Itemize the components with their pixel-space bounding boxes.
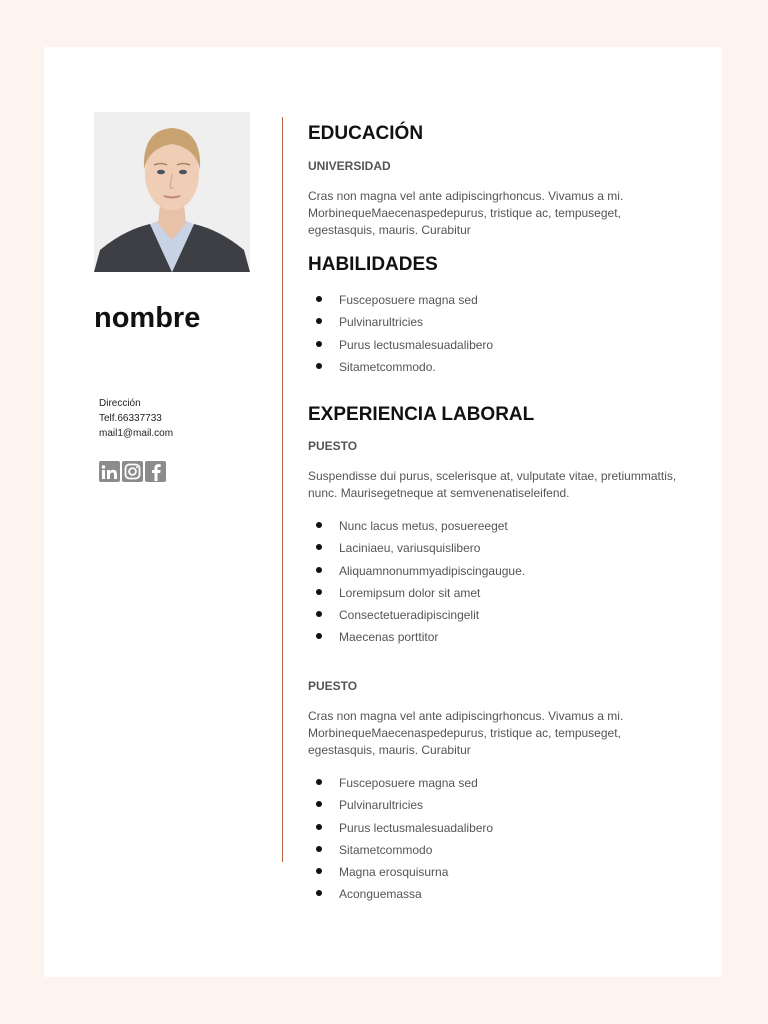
list-item: Fusceposuere magna sed <box>308 775 493 797</box>
list-item: Sitametcommodo. <box>308 359 493 381</box>
resume-page <box>44 47 722 977</box>
experience-heading: EXPERIENCIA LABORAL <box>308 404 535 425</box>
contact-info <box>99 396 173 441</box>
list-item: Laciniaeu, variusquislibero <box>308 540 525 562</box>
job-title: PUESTO <box>308 439 358 453</box>
list-item: Aconguemassa <box>308 886 493 908</box>
instagram-icon[interactable] <box>122 461 143 482</box>
email-text: mail1@mail.com <box>99 428 174 439</box>
linkedin-icon[interactable] <box>99 461 120 482</box>
job-title: PUESTO <box>308 679 358 693</box>
social-links <box>99 461 166 482</box>
list-item: Pulvinarultricies <box>308 797 493 819</box>
profile-photo <box>94 112 250 272</box>
skills-heading: HABILIDADES <box>308 254 438 275</box>
education-text: Cras non magna vel ante adipiscingrhoncus. Vivamus a mi. MorbinequeMaecenaspedepurus, tristique ac, tempuseget, egestasquis, mauris. Curabitur <box>308 189 624 237</box>
person-name: nombre <box>94 302 201 334</box>
list-item: Sitametcommodo <box>308 842 493 864</box>
facebook-icon[interactable] <box>145 461 166 482</box>
list-item: Loremipsum dolor sit amet <box>308 585 525 607</box>
education-heading: EDUCACIÓN <box>308 123 424 144</box>
phone-text: Telf.66337733 <box>99 413 162 424</box>
list-item: Consectetueradipiscingelit <box>308 607 525 629</box>
job-description: Cras non magna vel ante adipiscingrhoncus. Vivamus a mi. MorbinequeMaecenaspedepurus, tristique ac, tempuseget, egestasquis, mauris. Curabitur <box>308 709 624 757</box>
job-tasks-list <box>308 775 493 909</box>
list-item: Fusceposuere magna sed <box>308 292 493 314</box>
list-item: Purus lectusmalesuadalibero <box>308 820 493 842</box>
address-text: Dirección <box>99 398 141 409</box>
education-subheading: UNIVERSIDAD <box>308 159 391 173</box>
job-description: Suspendisse dui purus, scelerisque at, vulputate vitae, pretiummattis, nunc. Maurisegetneque at semvenenatiseleifend. <box>308 469 677 500</box>
skills-list <box>308 292 493 381</box>
list-item: Purus lectusmalesuadalibero <box>308 337 493 359</box>
column-divider <box>282 117 283 862</box>
list-item: Nunc lacus metus, posuereeget <box>308 518 525 540</box>
job-tasks-list <box>308 518 525 652</box>
list-item: Magna erosquisurna <box>308 864 493 886</box>
list-item: Pulvinarultricies <box>308 314 493 336</box>
list-item: Aliquamnonummyadipiscingaugue. <box>308 563 525 585</box>
list-item: Maecenas porttitor <box>308 629 525 651</box>
